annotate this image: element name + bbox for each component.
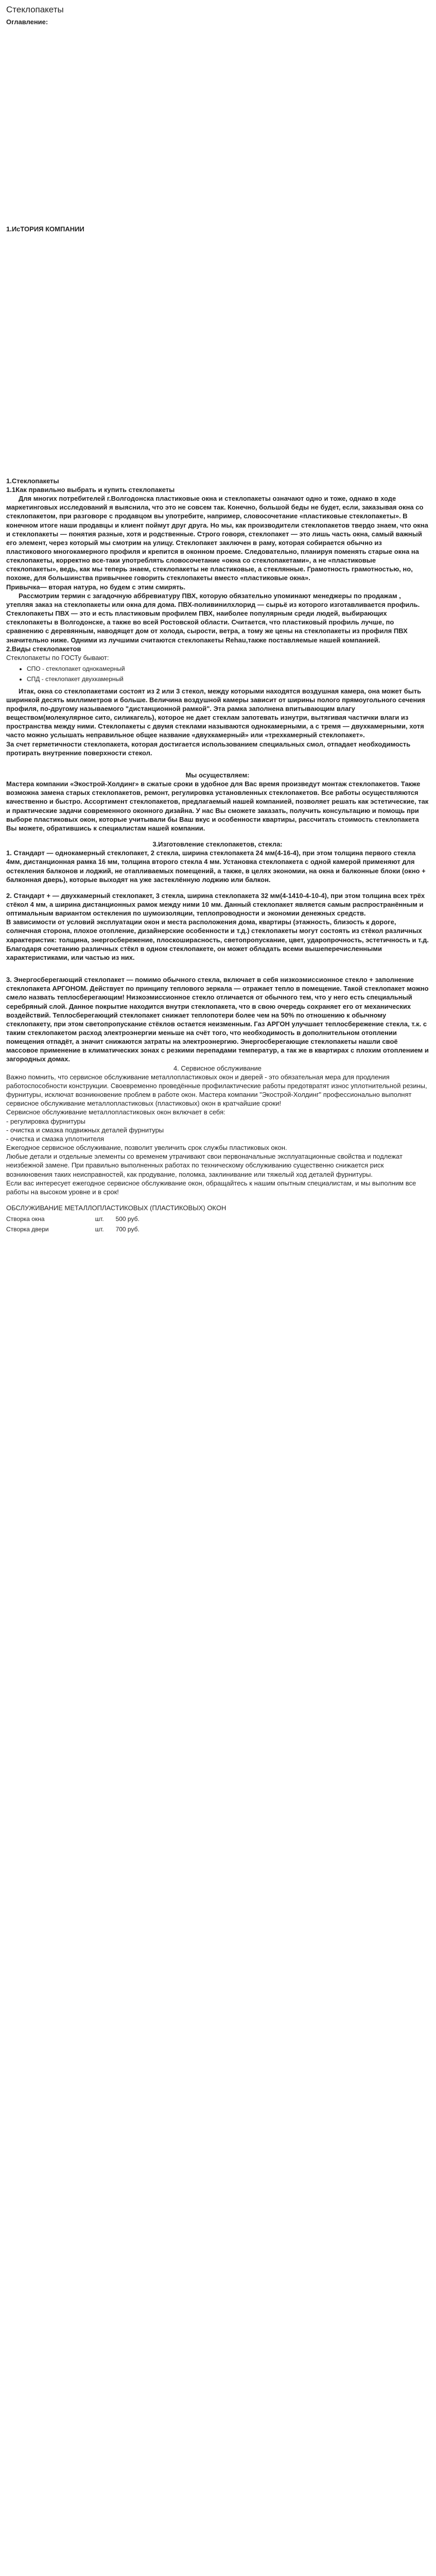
paragraph-habit: Привычка— вторая натура, но будем с этим смирять. [6,583,186,591]
price-item-name: Створка двери [6,1225,49,1233]
paragraph-energy-saving: 3. Энергосберегающий стеклопакет — помимо обычного стекла, включает в себя низкоэмиссионное стекло + заполнение стеклопакета АРГОНОМ. Действует по принципу теплового зеркала — отражает тепло в помещение. Такой стеклопакет можно смело назвать теплосберегающим! Низкоэмиссионное стекло отличается от обычного тем, что у него есть специальный серебряный слой. Данное покрытие находится внутри стеклопакета, что в свою очередь сохраняет его от механических воздействий. Теплосберегающий стеклопакет снижает теплопотери более чем на 50% по отношению к обычному стеклопакету, при этом светопропускание стёклов остается неизменным. Газ АРГОН улучшает теплосбережение стекла, т.к. с таким стеклопакетом расход электроэнергии меньше на счёт того, что необходимость в дополнительном отоплении помещения отпадёт, а значит снижаются затраты на электроэнергию. Энергосберегающие стеклопакеты нашли своё массовое применение в климатических зонах с резкими перепадами температур, а так же в квартирах с плохим отоплением и загородных домах. [6,976,429,1063]
spacer [6,884,429,891]
gost-label: Стеклопакеты по ГОСТу бывают: [6,653,109,662]
paragraph-pvc: Рассмотрим термин с загадочную аббревиатуру ПВХ, которую обязательно упоминают менеджеры по продажам , утепляя заказ на стеклопакеты или окна для дома. ПВХ-поливинилхлорид — сырьё из которого изготавливается профиль. Стеклопакеты ПВХ — это и есть пластиковым профилем ПВХ, наиболее популярным среди людей, выбирающих стеклопакеты в Волгодонске, а также во всей Ростовской области. Считается, что пластиковый профиль лучше, по сравнению с деревянным, наводящет дом от холода, сырости, ветра, а тому же цены на стеклопакеты из профиля ПВХ значительно ниже. Одними из лучшими считаются стеклопакеты Rehau,также поставляемые нашей компанией. [6,591,420,644]
list-item: • СПД - стеклопакет двухкамерный [27,675,429,684]
services-heading: Мы осуществляем: [185,771,250,779]
spacer [6,833,429,840]
spacer [6,27,429,93]
table-row [6,1214,139,1225]
spacer [6,962,429,975]
paragraph-wear: Любые детали и отдельные элементы со временем утрачивают свои первоначальные эксплуатационные свойства и подлежат неизбежной замене. При правильно выполненных работах по техническому обслуживанию существенно снижается риск возникновения таких неисправностей, как продувание, поломка, заклинивание или тяжелый ход деталей фурнитуры. [6,1153,403,1178]
paragraph-sealing: За счет герметичности стеклопакета, которая достигается использованием специальных смол, отпадает необходимость протирать внутренние поверхности стекол. [6,740,411,757]
toc-label: Оглавление: [6,18,48,26]
spacer [6,159,429,225]
page-title: Стеклопакеты [6,5,64,14]
service-list-label: Сервисное обслуживание металлопластиковых окон включает в себя: [6,1108,225,1116]
price-item-cost: 700 руб. [115,1225,139,1233]
paragraph-service-importance: Важно помнить, что сервисное обслуживание металлопластиковых окон и дверей - это обязательная мера для продления работоспособности конструкции. Своевременно проведённые профилактические работы предотвратят износ уплотнительной резины, фурнитуры, исключат возникновение проблем в работе окон. Мастера компании "Экострой-Холдинг" профессионально выполнят сервисное обслуживание металлопластиковых (пластиковых) окон в кратчайшие сроки! [6,1073,427,1108]
price-item-name: Створка окна [6,1215,45,1223]
price-heading: ОБСЛУЖИВАНИЕ МЕТАЛЛОПЛАСТИКОВЫХ (ПЛАСТИКОВЫХ) ОКОН [6,1204,226,1212]
price-item-unit: шт. [95,1225,104,1233]
paragraph-standard-plus: 2. Стандарт + — двухкамерный стеклопакет, 3 стекла, ширина стеклопакета 32 мм(4-1410-4-10-4), при этом толщина всех трёх стёкол 4 мм, а ширина дистанционных рамок между ними 10 мм. Данный стеклопакет является самым распространённым и оптимальным вариантом остекления по шумоизоляции, теплопроводности и экономии денежных средств. [6,891,425,918]
manufacturing-heading: 3.Изготовление стеклопакетов, стекла: [152,840,283,849]
paragraph-annual-service: Ежегодное сервисное обслуживание, позволит увеличить срок службы пластиковых окон. [6,1144,287,1152]
paragraph-intro: Для многих потребителей г.Волгодонска пластиковые окна и стеклопакеты означают одно и тоже, однако в ходе маркетинговых исследований я выяснила, что это не совсем так. Конечно, большой беды не будет, если, заказывая окна со стеклопакетом, при разговоре с продавцом вы употребите, например, словосочетание «пластиковые стеклопакеты». В конечном итоге наши продавцы и клиент поймут друг друга. Но мы, как производители стеклопакетов твердо знаем, что окна и стеклопакеты — понятия разные, хотя и родственные. Строго говоря, стеклопакет — это лишь часть окна, самый важный его элемент, через который мы смотрим на улицу. Стеклопакет заключен в раму, которая собирается обычно из пластикового многокамерного профиля и крепится в оконном проеме. Следовательно, планируя поменять старые окна на стеклопакеты, корректно все-таки употреблять словосочетание «окна со стеклопакетами», а не «пластиковые стеклопакеты», ведь, как мы теперь знаем, стеклопакеты не пластиковые, а стеклянные. Грамотность грамотностью, но, похоже, для большинства привычнее говорить стеклопакеты вместо «пластиковые окна». [6,495,428,582]
history-heading: 1.ИсТОРИЯ КОМПАНИИ [6,225,84,233]
service-list-item: - очистка и смазка уплотнителя [6,1134,104,1143]
paragraph-services: Мастера компании «Экострой-Холдинг» в сжатые сроки в удобное для Вас время произведут монтаж стеклопакетов. Также возможна замена старых стеклопакетов, ремонт, регулировка установленных стеклопакетов. Все работы осуществляются качественно и быстро. Ассортимент стеклопакетов, предлагаемый нашей компанией, позволяет решать как эстетические, так и практические задачи современного оконного дизайна. У нас Вы сможете заказать, получить консультацию и помощь при выборе пластиковых окон, которые учитывали бы Ваш вкус и особенности квартиры, рассчитать стоимость стеклопакета Вы можете, обратившись к специалистам нашей компании. [6,780,429,832]
price-item-unit: шт. [95,1215,104,1223]
price-item-cost: 500 руб. [115,1215,139,1223]
table-row [6,1225,139,1235]
list-item: • СПО - стеклопакет однокамерный [27,665,429,673]
price-table [6,1214,139,1235]
paragraph-standard: 1. Стандарт — однокамерный стеклопакет, 2 стекла, ширина стеклопакета 24 мм(4-16-4), при этом толщина первого стекла 4мм, дистанционная рамка 16 мм, толщина второго стекла 4 мм. Установка стеклопакета с одной камерой применяют для остекления балконов и лоджий, не отапливаемых помещений, а также, в целях экономии, на окна и балконные блоки (окно + балконная дверь), которые выходят на уже застеклённую лоджию или балкон. [6,849,426,884]
types-heading: 2.Виды стеклопакетов [6,645,81,653]
spacer [6,299,429,365]
service-list-item: - очистка и смазка подвижных деталей фурнитуры [6,1126,164,1134]
document-page [0,0,436,1256]
spacer [6,365,429,411]
glass-heading: 1.Стеклопакеты [6,477,59,485]
spacer [6,233,429,299]
service-heading: 4. Сервисное обслуживание [173,1064,262,1072]
paragraph-chambers: Итак, окна со стеклопакетами состоят из 2 или 3 стекол, между которыми находятся воздушная камера, она может быть ширинкой десять миллиметров и больше. Величина воздушной камеры зависит от ширины полого прямоугольного сечения профиля, по-другому называемого "дистанционной рамкой". Эта рамка заполнена впитывающим влагу веществом(молекулярное сито, силикагель), которое не дает стеклам запотевать изнутри, вытягивая частички влаги из пространства между ними. Стеклопакеты с двумя стеклами называются однокамерными, а с тремя — двухкамерными, хотя часто можно услышать неправильное общее название «двухкамерный» или «трехкамерный стеклопакет». [6,687,425,739]
gost-list [6,665,429,684]
spacer [6,93,429,159]
spacer [6,411,429,477]
service-list-item: - регулировка фурнитуры [6,1117,85,1125]
spacer [6,1196,429,1204]
paragraph-contact: Если вас интересует ежегодное сервисное обслуживание окон, обращайтесь к нашим опытным специалистам, и мы выполним все работы на высоком уровне и в срок! [6,1179,416,1196]
spacer [6,757,429,771]
paragraph-conditions: В зависимости от условий эксплуатации окон и места расположения дома, квартиры (этажность, близость к дороге, солнечная сторона, плохое отопление, дизайнерские особенности и т.д.) стеклопакеты могут состоять из стёкол различных характеристик: толщина, энергосбережение, плоскоширасность, светопропускание, цвет, ударопрочность, эстетичность и т.д. Благодаря сочетанию различных стёкл в одном стеклопакете, он может обладать всеми вышеперечисленными характеристиками, или частью из них. [6,918,429,961]
question-choose-heading: 1.1Как правильно выбрать и купить стеклопакеты [6,485,175,494]
